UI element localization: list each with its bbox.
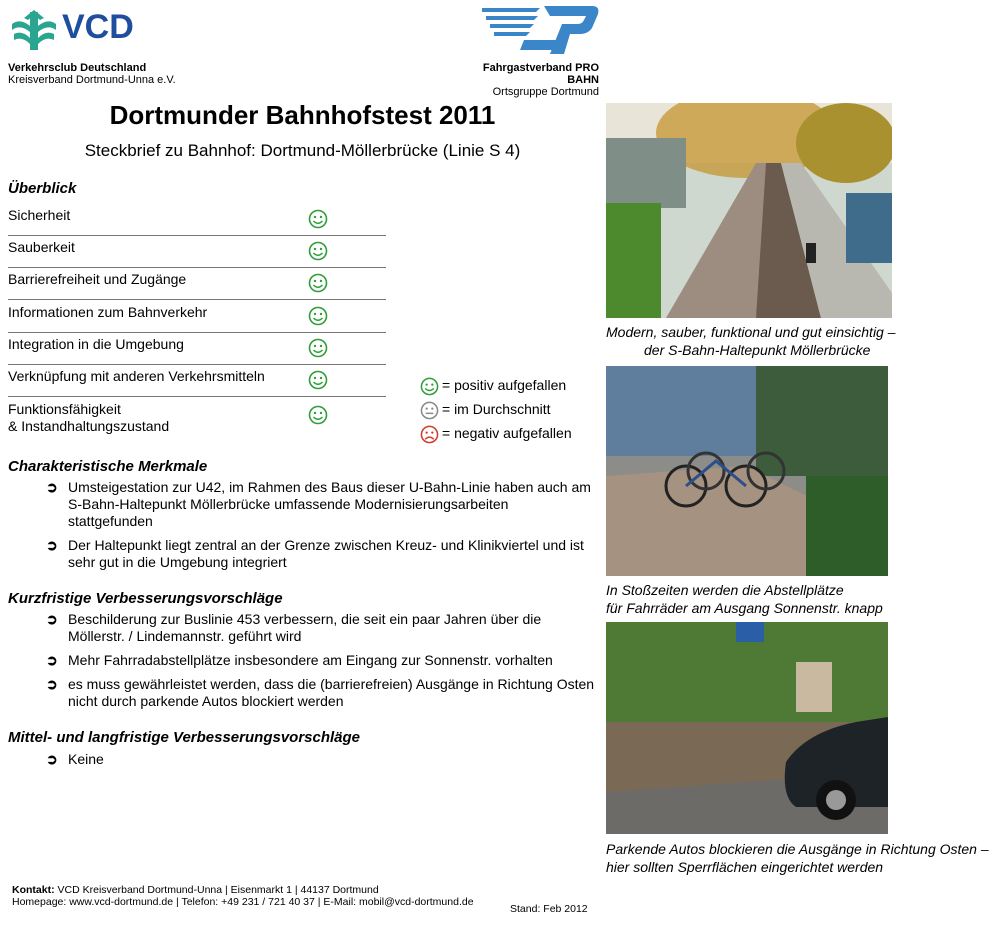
- arrow-right-icon: ➲: [46, 537, 58, 553]
- vcd-logo: [8, 6, 138, 56]
- rating-legend: [420, 377, 572, 445]
- list-item-text: es muss gewährleistet werden, dass die (barrierefreien) Ausgänge in Richtung Osten nicht durch parkende Autos blockiert werden: [68, 676, 595, 709]
- list-item-text: Keine: [68, 751, 104, 767]
- rating-label: Sauberkeit: [8, 239, 75, 255]
- vcd-subname: Kreisverband Dortmund-Unna e.V.: [8, 74, 176, 86]
- bicycles-photo-image: [606, 366, 888, 576]
- rating-label: Verknüpfung mit anderen Verkehrsmitteln: [8, 368, 265, 384]
- rating-row-barrierefreiheit: [8, 267, 386, 300]
- probahn-logo: [480, 4, 600, 58]
- list-item: [46, 537, 596, 571]
- merkmale-heading: Charakteristische Merkmale: [8, 458, 208, 475]
- smiley-positive-icon: [420, 377, 439, 396]
- merkmale-list: [46, 479, 596, 578]
- arrow-right-icon: ➲: [46, 479, 58, 495]
- rating-label-line2: & Instandhaltungszustand: [8, 418, 170, 434]
- arrow-right-icon: ➲: [46, 676, 58, 692]
- vcd-name: Verkehrsclub Deutschland: [8, 62, 147, 74]
- list-item: [46, 652, 596, 669]
- caption-line: Parkende Autos blockieren die Ausgänge in Richtung Osten –: [606, 841, 989, 857]
- stand-date: Stand: Feb 2012: [510, 903, 588, 915]
- rating-label: Integration in die Umgebung: [8, 336, 184, 352]
- probahn-name: Fahrgastverband PRO BAHN: [482, 62, 599, 86]
- photo-bicycles: [606, 366, 888, 576]
- platform-photo-image: [606, 103, 892, 318]
- list-item: [46, 676, 596, 710]
- rating-label: Sicherheit: [8, 207, 71, 223]
- legend-neutral: [420, 401, 572, 421]
- caption-bicycles: [606, 581, 996, 617]
- arrow-right-icon: ➲: [46, 751, 58, 767]
- legend-negative: [420, 425, 572, 445]
- list-item: [46, 751, 596, 768]
- caption-parked-car: [606, 840, 1000, 876]
- kurzfristig-heading: Kurzfristige Verbesserungsvorschläge: [8, 590, 283, 607]
- list-item: [46, 479, 596, 530]
- contact-label: Kontakt:: [12, 884, 55, 896]
- caption-line: für Fahrräder am Ausgang Sonnenstr. knapp: [606, 600, 883, 616]
- caption-line: hier sollten Sperrflächen eingerichtet werden: [606, 859, 884, 875]
- contact-homepage-line: Homepage: www.vcd-dortmund.de | Telefon: +49 231 / 721 40 37 | E-Mail: mobil@vcd-dortmund.de: [12, 896, 474, 908]
- probahn-emblem-icon: [480, 4, 600, 58]
- smiley-positive-icon: [308, 306, 328, 326]
- legend-neutral-label: = im Durchschnitt: [442, 401, 551, 418]
- caption-line: In Stoßzeiten werden die Abstellplätze: [606, 582, 844, 598]
- vcd-logo-text: VCD: [62, 8, 134, 46]
- legend-positive-label: = positiv aufgefallen: [442, 377, 567, 394]
- probahn-organisation: [455, 62, 599, 98]
- list-item-text: Der Haltepunkt liegt zentral an der Grenze zwischen Kreuz- und Klinikviertel und ist sehr gut in die Umgebung integriert: [68, 537, 584, 570]
- footer-contact: [12, 884, 474, 908]
- vcd-emblem-icon: [10, 8, 58, 54]
- legend-positive: [420, 377, 572, 397]
- rating-row-sauberkeit: [8, 235, 386, 268]
- arrow-right-icon: ➲: [46, 652, 58, 668]
- smiley-positive-icon: [308, 370, 328, 390]
- overview-heading: Überblick: [8, 180, 77, 197]
- list-item-text: Umsteigestation zur U42, im Rahmen des Baus dieser U-Bahn-Linie haben auch am S-Bahn-Haltepunkt Möllerbrücke umfassende Modernisierungsarbeiten stattgefunden: [68, 479, 591, 529]
- parked-car-photo-image: [606, 622, 888, 834]
- legend-negative-label: = negativ aufgefallen: [442, 425, 572, 442]
- smiley-positive-icon: [308, 405, 328, 425]
- rating-label-line1: Funktionsfähigkeit: [8, 401, 121, 417]
- mittelfristig-heading: Mittel- und langfristige Verbesserungsvorschläge: [8, 729, 361, 746]
- arrow-right-icon: ➲: [46, 611, 58, 627]
- caption-platform: [606, 323, 996, 359]
- list-item: [46, 611, 596, 645]
- rating-row-sicherheit: [8, 203, 386, 236]
- list-item-text: Mehr Fahrradabstellplätze insbesondere am Eingang zur Sonnenstr. vorhalten: [68, 652, 553, 668]
- page-title: Dortmunder Bahnhofstest 2011: [109, 100, 496, 130]
- smiley-positive-icon: [308, 338, 328, 358]
- rating-row-verknuepfung: [8, 364, 386, 397]
- smiley-positive-icon: [308, 273, 328, 293]
- mittelfristig-list: [46, 751, 596, 775]
- vcd-organisation: [8, 62, 176, 86]
- caption-line: der S-Bahn-Haltepunkt Möllerbrücke: [644, 342, 871, 358]
- rating-row-integration: [8, 332, 386, 365]
- kurzfristig-list: [46, 611, 596, 717]
- page-subtitle: Steckbrief zu Bahnhof: Dortmund-Möllerbrücke (Linie S 4): [84, 141, 521, 160]
- rating-label: Informationen zum Bahnverkehr: [8, 304, 208, 320]
- smiley-positive-icon: [308, 241, 328, 261]
- photo-platform: [606, 103, 892, 318]
- smiley-neutral-icon: [420, 401, 439, 420]
- rating-row-informationen: [8, 300, 386, 333]
- caption-line: Modern, sauber, funktional und gut einsichtig –: [606, 324, 896, 340]
- photo-parked-car: [606, 622, 888, 834]
- rating-label: Barrierefreiheit und Zugänge: [8, 271, 187, 287]
- contact-address: VCD Kreisverband Dortmund-Unna | Eisenmarkt 1 | 44137 Dortmund: [57, 884, 379, 896]
- smiley-positive-icon: [308, 209, 328, 229]
- smiley-negative-icon: [420, 425, 439, 444]
- rating-row-funktionsfaehigkeit: [8, 397, 386, 437]
- probahn-subname: Ortsgruppe Dortmund: [492, 86, 599, 98]
- list-item-text: Beschilderung zur Buslinie 453 verbessern, die seit ein paar Jahren über die Möllerstr. / Lindemannstr. geführt wird: [68, 611, 542, 644]
- rating-label: [8, 401, 169, 435]
